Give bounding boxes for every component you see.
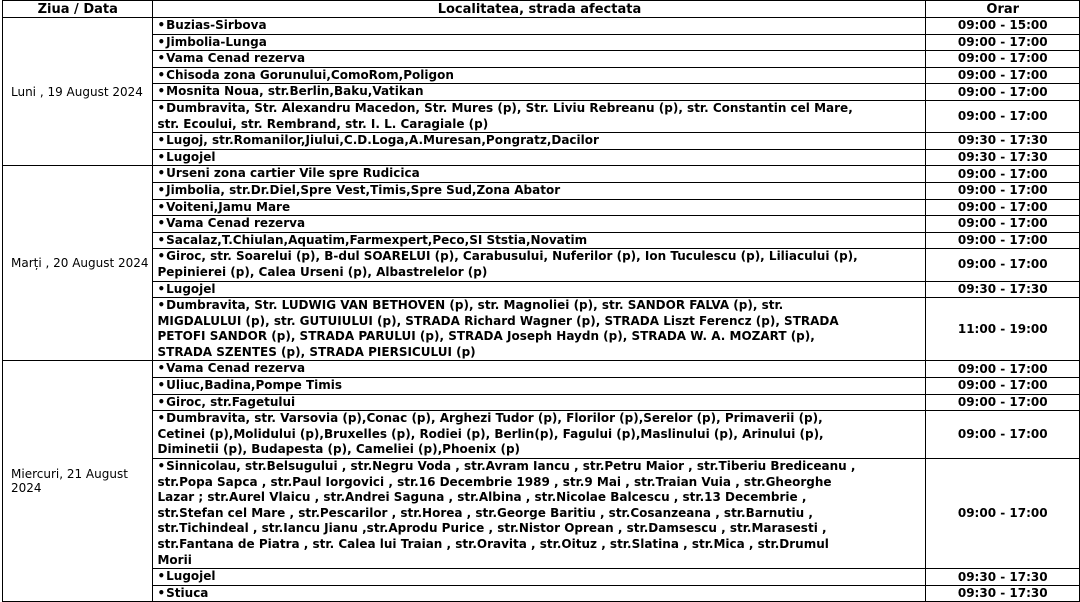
location-text: Mosnita Noua, str.Berlin,Baku,Vatikan xyxy=(166,84,424,99)
table-row xyxy=(3,298,1080,361)
location-text: str. Ecoului, str. Rembrand, str. I. L. Caragiale (p) xyxy=(157,116,489,131)
table-row xyxy=(3,281,1080,298)
location-line xyxy=(157,345,921,361)
outage-time: 09:00 - 17:00 xyxy=(926,34,1080,51)
location-text: Chisoda zona Gorunului,ComoRom,Poligon xyxy=(166,67,454,82)
location-line xyxy=(157,378,921,394)
location-line xyxy=(157,166,921,182)
table-row xyxy=(3,18,1080,35)
bullet-icon: • xyxy=(157,232,166,247)
affected-location xyxy=(153,51,926,68)
outage-time: 09:00 - 17:00 xyxy=(926,232,1080,249)
location-text: Buzias-Sirbova xyxy=(166,18,267,32)
outage-time: 09:00 - 17:00 xyxy=(926,459,1080,569)
table-row xyxy=(3,166,1080,183)
location-text: Giroc, str.Fagetului xyxy=(166,394,296,409)
outage-time: 09:00 - 17:00 xyxy=(926,166,1080,183)
location-text: Jimbolia-Lunga xyxy=(166,34,267,49)
affected-location xyxy=(153,133,926,150)
location-text: Lazar ; str.Aurel Vlaicu , str.Andrei Saguna , str.Albina , str.Nicolae Balcescu , str.13 Decembrie , xyxy=(157,490,807,505)
bullet-icon: • xyxy=(157,459,166,474)
affected-location xyxy=(153,166,926,183)
outage-time: 09:30 - 17:30 xyxy=(926,149,1080,166)
table-row xyxy=(3,100,1080,132)
affected-location xyxy=(153,232,926,249)
location-line xyxy=(157,84,921,100)
table-row xyxy=(3,585,1080,602)
outage-time: 09:00 - 17:00 xyxy=(926,51,1080,68)
location-text: Dumbravita, Str. LUDWIG VAN BETHOVEN (p), str. Magnoliei (p), str. SANDOR FALVA (p), str. xyxy=(166,298,784,313)
location-text: Urseni zona cartier Vile spre Rudicica xyxy=(166,166,420,181)
location-text: Lugojel xyxy=(166,569,216,584)
header-location: Localitatea, strada afectata xyxy=(153,1,926,18)
location-text: Lugojel xyxy=(166,281,216,296)
location-text: Dumbravita, Str. Alexandru Macedon, Str. Mures (p), Str. Liviu Rebreanu (p), str. Constantin cel Mare, xyxy=(166,100,853,115)
table-row xyxy=(3,182,1080,199)
location-line xyxy=(157,233,921,249)
bullet-icon: • xyxy=(157,18,166,32)
outage-time: 09:00 - 17:00 xyxy=(926,361,1080,378)
bullet-icon: • xyxy=(157,84,166,99)
bullet-icon: • xyxy=(157,199,166,214)
bullet-icon: • xyxy=(157,361,166,376)
location-line xyxy=(157,427,921,443)
affected-location xyxy=(153,182,926,199)
outage-time: 09:00 - 17:00 xyxy=(926,84,1080,101)
table-row xyxy=(3,149,1080,166)
outage-time: 09:00 - 17:00 xyxy=(926,100,1080,132)
affected-location xyxy=(153,361,926,378)
affected-location xyxy=(153,199,926,216)
location-line xyxy=(157,18,921,34)
location-text: Dumbravita, str. Varsovia (p),Conac (p), Arghezi Tudor (p), Florilor (p),Serelor (p), Primaverii (p), xyxy=(166,411,823,426)
affected-location xyxy=(153,84,926,101)
affected-location xyxy=(153,298,926,361)
table-row xyxy=(3,84,1080,101)
location-line xyxy=(157,490,921,506)
location-line xyxy=(157,569,921,585)
affected-location xyxy=(153,149,926,166)
bullet-icon: • xyxy=(157,34,166,49)
outage-time: 09:00 - 17:00 xyxy=(926,199,1080,216)
location-line xyxy=(157,506,921,522)
location-line xyxy=(157,282,921,298)
bullet-icon: • xyxy=(157,182,166,197)
location-line xyxy=(157,216,921,232)
location-text: Pepinierei (p), Calea Urseni (p), Albastrelelor (p) xyxy=(157,264,488,279)
location-text: PETOFI SANDOR (p), STRADA PARULUI (p), STRADA Joseph Haydn (p), STRADA W. A. MOZART (p), xyxy=(157,329,815,344)
location-text: str.Stefan cel Mare , str.Pescarilor , str.Horea , str.George Baritiu , str.Cosanzeana , str.Barnutiu , xyxy=(157,505,813,520)
bullet-icon: • xyxy=(157,281,166,296)
location-text: Vama Cenad rezerva xyxy=(166,216,306,231)
location-text: str.Tichindeal , str.Iancu Jianu ,str.Aprodu Purice , str.Nistor Oprean , str.Damsescu , str.Marasesti , xyxy=(157,521,827,536)
outage-time: 11:00 - 19:00 xyxy=(926,298,1080,361)
location-line xyxy=(157,265,921,281)
bullet-icon: • xyxy=(157,411,166,426)
location-text: Diminetii (p), Budapesta (p), Cameliei (p),Phoenix (p) xyxy=(157,442,521,457)
table-row xyxy=(3,569,1080,586)
location-line xyxy=(157,521,921,537)
location-line xyxy=(157,361,921,377)
outage-time: 09:00 - 15:00 xyxy=(926,18,1080,35)
bullet-icon: • xyxy=(157,585,166,600)
table-row xyxy=(3,459,1080,569)
schedule-body xyxy=(3,18,1080,602)
affected-location xyxy=(153,459,926,569)
bullet-icon: • xyxy=(157,378,166,393)
affected-location xyxy=(153,281,926,298)
table-row xyxy=(3,67,1080,84)
outage-time: 09:30 - 17:30 xyxy=(926,585,1080,602)
location-line xyxy=(157,68,921,84)
outage-time: 09:00 - 17:00 xyxy=(926,249,1080,281)
day-date: Miercuri, 21 August 2024 xyxy=(3,361,153,602)
location-line xyxy=(157,411,921,427)
location-text: Sinnicolau, str.Belsugului , str.Negru Voda , str.Avram Iancu , str.Petru Maior , str.Tiberiu Brediceanu , xyxy=(166,459,856,474)
location-text: str.Fantana de Piatra , str. Calea lui Traian , str.Oravita , str.Oituz , str.Slatina , str.Mica , str.Drumul xyxy=(157,537,829,552)
table-row xyxy=(3,133,1080,150)
location-line xyxy=(157,395,921,411)
table-row xyxy=(3,232,1080,249)
affected-location xyxy=(153,249,926,281)
table-row xyxy=(3,378,1080,395)
header-schedule: Orar xyxy=(926,1,1080,18)
location-line xyxy=(157,35,921,51)
location-line xyxy=(157,51,921,67)
location-text: STRADA SZENTES (p), STRADA PIERSICULUI (p) xyxy=(157,344,476,359)
affected-location xyxy=(153,585,926,602)
outage-time: 09:30 - 17:30 xyxy=(926,569,1080,586)
location-line xyxy=(157,117,921,133)
day-date: Marți , 20 August 2024 xyxy=(3,166,153,361)
location-text: Giroc, str. Soarelui (p), B-dul SOARELUI (p), Carabusului, Nuferilor (p), Ion Tuculescu (p), Liliacului (p), xyxy=(166,249,858,264)
bullet-icon: • xyxy=(157,394,166,409)
outage-time: 09:00 - 17:00 xyxy=(926,216,1080,233)
affected-location xyxy=(153,411,926,459)
location-line xyxy=(157,475,921,491)
outage-time: 09:00 - 17:00 xyxy=(926,411,1080,459)
bullet-icon: • xyxy=(157,100,166,115)
table-row xyxy=(3,249,1080,281)
affected-location xyxy=(153,216,926,233)
location-text: Morii xyxy=(157,552,192,567)
location-text: Stiuca xyxy=(166,585,209,600)
bullet-icon: • xyxy=(157,249,166,264)
outage-time: 09:00 - 17:00 xyxy=(926,182,1080,199)
location-text: Sacalaz,T.Chiulan,Aquatim,Farmexpert,Peco,SI Ststia,Novatim xyxy=(166,232,588,247)
location-line xyxy=(157,314,921,330)
table-row xyxy=(3,34,1080,51)
location-text: Lugojel xyxy=(166,149,216,164)
location-text: str.Popa Sapca , str.Paul Iorgovici , str.16 Decembrie 1989 , str.9 Mai , str.Traian Vuia , str.Gheorghe xyxy=(157,474,832,489)
location-text: Vama Cenad rezerva xyxy=(166,51,306,66)
location-line xyxy=(157,133,921,149)
outage-time: 09:30 - 17:30 xyxy=(926,281,1080,298)
outage-time: 09:00 - 17:00 xyxy=(926,67,1080,84)
affected-location xyxy=(153,394,926,411)
location-text: Uliuc,Badina,Pompe Timis xyxy=(166,378,342,393)
location-text: Cetinei (p),Molidului (p),Bruxelles (p), Rodiei (p), Berlin(p), Fagului (p),Maslinului (p), Arinului (p), xyxy=(157,426,824,441)
day-date: Luni , 19 August 2024 xyxy=(3,18,153,166)
schedule-table xyxy=(2,0,1080,602)
location-line xyxy=(157,459,921,475)
bullet-icon: • xyxy=(157,298,166,313)
location-line xyxy=(157,249,921,265)
table-row xyxy=(3,361,1080,378)
bullet-icon: • xyxy=(157,149,166,164)
table-row xyxy=(3,394,1080,411)
outage-time: 09:00 - 17:00 xyxy=(926,394,1080,411)
location-line xyxy=(157,586,921,602)
outage-time: 09:00 - 17:00 xyxy=(926,378,1080,395)
affected-location xyxy=(153,569,926,586)
bullet-icon: • xyxy=(157,216,166,231)
location-text: Lugoj, str.Romanilor,Jiului,C.D.Loga,A.Muresan,Pongratz,Dacilor xyxy=(166,133,599,148)
location-line xyxy=(157,200,921,216)
bullet-icon: • xyxy=(157,166,166,181)
bullet-icon: • xyxy=(157,569,166,584)
location-text: MIGDALULUI (p), str. GUTUIULUI (p), STRADA Richard Wagner (p), STRADA Liszt Ferencz (p), STRADA xyxy=(157,313,839,328)
location-line xyxy=(157,329,921,345)
location-line xyxy=(157,298,921,314)
table-row xyxy=(3,411,1080,459)
location-line xyxy=(157,101,921,117)
table-row xyxy=(3,199,1080,216)
header-date: Ziua / Data xyxy=(3,1,153,18)
table-row xyxy=(3,51,1080,68)
location-line xyxy=(157,553,921,569)
affected-location xyxy=(153,67,926,84)
location-text: Vama Cenad rezerva xyxy=(166,361,306,376)
affected-location xyxy=(153,378,926,395)
location-text: Voiteni,Jamu Mare xyxy=(166,199,291,214)
outage-time: 09:30 - 17:30 xyxy=(926,133,1080,150)
location-line xyxy=(157,183,921,199)
table-row xyxy=(3,216,1080,233)
affected-location xyxy=(153,100,926,132)
location-text: Jimbolia, str.Dr.Diel,Spre Vest,Timis,Spre Sud,Zona Abator xyxy=(166,182,561,197)
affected-location xyxy=(153,34,926,51)
location-line xyxy=(157,150,921,166)
location-line xyxy=(157,537,921,553)
bullet-icon: • xyxy=(157,133,166,148)
bullet-icon: • xyxy=(157,67,166,82)
affected-location xyxy=(153,18,926,35)
location-line xyxy=(157,442,921,458)
bullet-icon: • xyxy=(157,51,166,66)
header-row xyxy=(3,1,1080,18)
